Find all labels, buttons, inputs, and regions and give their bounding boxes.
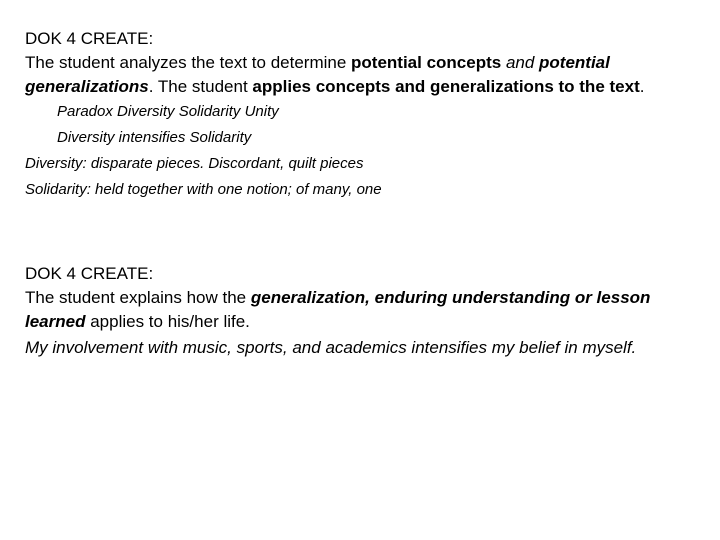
section-two-heading bbox=[25, 262, 665, 286]
generalization-line: Diversity intensifies Solidarity bbox=[57, 129, 252, 146]
section-two-heading-label: DOK 4 CREATE bbox=[25, 264, 149, 283]
description-text: The student explains how the bbox=[25, 288, 251, 307]
definition-solidarity: Solidarity: held together with one notion; of many, one bbox=[25, 181, 382, 198]
description-text: . bbox=[639, 77, 645, 96]
definition-diversity: Diversity: disparate pieces. Discordant, quilt pieces bbox=[25, 155, 364, 172]
personal-example: My involvement with music, sports, and academics intensifies my belief in myself. bbox=[25, 338, 637, 357]
section-one-heading-label: DOK 4 CREATE bbox=[25, 29, 149, 48]
section-one bbox=[25, 27, 665, 203]
description-text: . The student bbox=[148, 77, 253, 96]
section-two-description bbox=[25, 286, 665, 334]
concepts-line: Paradox Diversity Solidarity Unity bbox=[57, 103, 279, 120]
applies-concepts-text: applies concepts and generalizations to the text bbox=[252, 77, 640, 96]
description-text: and bbox=[501, 53, 540, 72]
section-two-heading-colon: : bbox=[148, 264, 154, 283]
potential-concepts-text: potential concepts bbox=[351, 53, 502, 72]
description-text: applies to his/her life. bbox=[85, 312, 250, 331]
potential-generalizations-text: potential generalizations bbox=[25, 53, 610, 96]
generalization-text: generalization, enduring understanding or lesson learned bbox=[25, 288, 651, 331]
section-one-heading bbox=[25, 27, 665, 51]
description-text: The student analyzes the text to determine bbox=[25, 53, 352, 72]
section-one-heading-colon: : bbox=[148, 29, 154, 48]
section-one-description bbox=[25, 51, 665, 99]
section-two bbox=[25, 262, 665, 360]
